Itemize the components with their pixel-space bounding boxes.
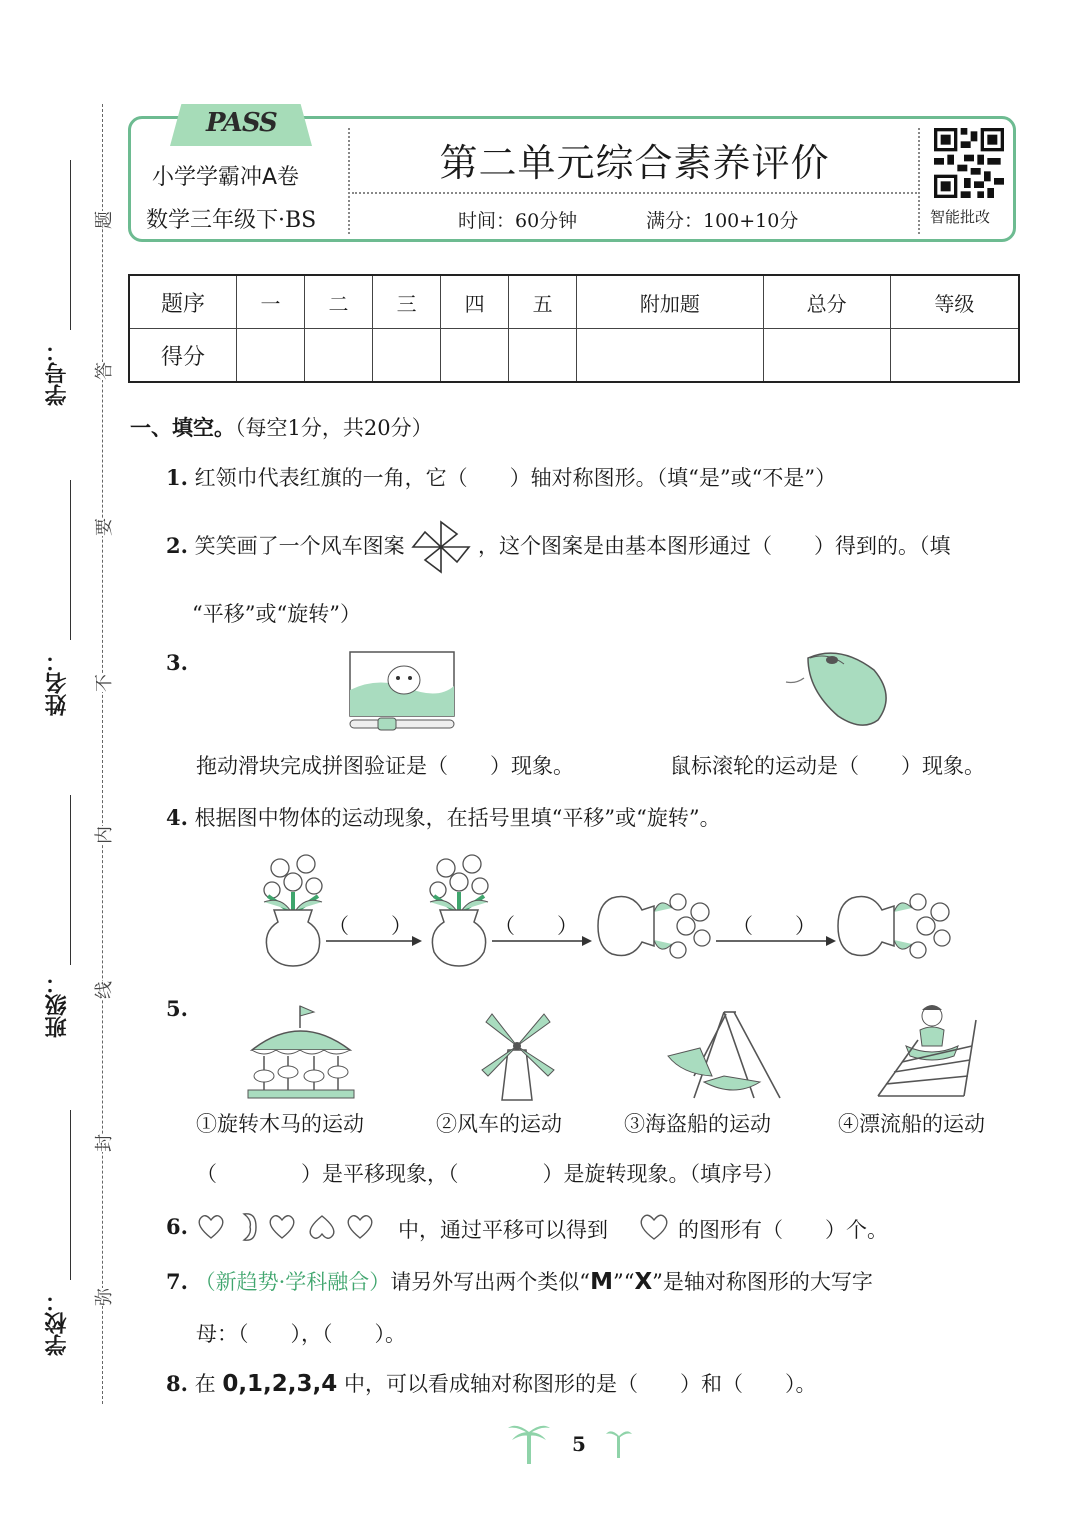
question-number: 3. [166, 650, 188, 675]
table-header-cell: 三 [373, 275, 441, 329]
question-text: “平移”或“旋转”） [192, 602, 361, 626]
q4-blank-2[interactable]: （ ） [494, 914, 578, 938]
flower-vase-rotated-icon [836, 890, 952, 962]
question-2-cont [192, 598, 361, 628]
q5-item: ④漂流船的运动 [838, 1112, 985, 1136]
question-3-number [166, 650, 188, 675]
question-text: 根据图中物体的运动现象，在括号里填“平移”或“旋转”。 [194, 806, 721, 830]
header-divider [348, 128, 350, 234]
score-cell[interactable] [237, 329, 305, 383]
table-header-cell: 一 [237, 275, 305, 329]
arrow-right-icon [492, 934, 592, 948]
question-8 [166, 1368, 816, 1398]
question-3-right [670, 750, 985, 780]
school-label: 学校： [45, 1290, 70, 1356]
table-row [129, 329, 1019, 383]
question-number: 7. [166, 1269, 188, 1294]
question-text: ”是轴对称图形的大写字 [652, 1270, 873, 1294]
score-cell[interactable] [763, 329, 890, 383]
flower-vase-icon [424, 852, 494, 968]
question-5-answer [196, 1158, 784, 1188]
arrow-right-icon [716, 934, 836, 948]
arrow-right-icon [326, 934, 422, 948]
q5-item: ③海盗船的运动 [624, 1112, 771, 1136]
section-title [130, 412, 433, 442]
class-label: 班级： [45, 972, 70, 1038]
heart-icon [636, 1210, 672, 1244]
score-cell[interactable] [577, 329, 763, 383]
q5-item: ①旋转木马的运动 [196, 1112, 364, 1136]
question-text: 中，可以看成轴对称图形的是（ ）和（ ）。 [343, 1372, 817, 1396]
table-row [129, 275, 1019, 329]
slider-puzzle-icon [348, 650, 456, 732]
score-table [128, 274, 1020, 383]
page-title: 第二单元综合素养评价 [439, 141, 830, 185]
question-number: 5. [166, 996, 188, 1021]
question-text: 拖动滑块完成拼图验证是（ ）现象。 [196, 754, 574, 778]
pass-logo: PASS [206, 108, 277, 138]
question-6 [166, 1214, 188, 1239]
seal-char: 弥 [88, 1288, 118, 1306]
question-7-cont [196, 1318, 406, 1348]
qr-code-icon[interactable] [934, 128, 1004, 198]
question-text: 母：（ ），（ ）。 [196, 1322, 406, 1346]
digit-list: 0,1,2,3,4 [222, 1371, 338, 1397]
flower-vase-icon [258, 852, 328, 968]
series-name: 小学学霸冲A卷 [152, 165, 300, 190]
table-header-cell: 等级 [890, 275, 1019, 329]
student-id-label: 学号： [45, 340, 70, 406]
question-number: 2. [166, 533, 188, 558]
table-header-cell: 总分 [763, 275, 890, 329]
mouse-icon [778, 644, 896, 730]
question-text: 在 [194, 1372, 216, 1396]
question-text: 中，通过平移可以得到 [398, 1218, 608, 1242]
seal-char: 不 [88, 674, 118, 692]
seal-char: 封 [88, 1134, 118, 1152]
question-2 [166, 530, 951, 560]
table-header-cell: 五 [509, 275, 577, 329]
grade-name: 数学三年级下·BS [146, 208, 317, 233]
seal-char: 题 [88, 211, 118, 229]
question-text: （ ）是平移现象，（ ）是旋转现象。（填序号） [196, 1162, 784, 1186]
question-text: 红领巾代表红旗的一角，它（ ）轴对称图形。（填“是”或“不是”） [194, 466, 837, 490]
question-text: 的图形有（ ）个。 [678, 1218, 888, 1242]
rafting-boat-icon [876, 1000, 980, 1100]
question-text: 鼠标滚轮的运动是（ ）现象。 [670, 754, 985, 778]
class-line[interactable] [70, 795, 71, 965]
qr-label: 智能批改 [930, 208, 991, 226]
question-6-text-a [398, 1214, 608, 1244]
score-cell[interactable] [373, 329, 441, 383]
table-header-cell: 附加题 [577, 275, 763, 329]
pinwheel-icon [411, 520, 471, 574]
q4-blank-3[interactable]: （ ） [732, 914, 816, 938]
question-4 [166, 802, 721, 832]
table-header-cell: 四 [441, 275, 509, 329]
time-info: 时间：60分钟 [458, 210, 578, 232]
palm-tree-icon [604, 1426, 634, 1460]
score-cell[interactable] [441, 329, 509, 383]
question-6-text-b [678, 1214, 888, 1244]
seal-char: 答 [88, 362, 118, 380]
question-number: 8. [166, 1371, 188, 1396]
seal-char: 要 [88, 518, 118, 536]
q4-blank-1[interactable]: （ ） [328, 914, 412, 938]
question-number: 1. [166, 465, 188, 490]
table-header-cell: 二 [305, 275, 373, 329]
question-5-number [166, 996, 188, 1021]
windmill-icon [478, 1010, 556, 1102]
page-number: 5 [572, 1432, 586, 1456]
question-3-left [196, 750, 574, 780]
q5-item: ②风车的运动 [436, 1112, 562, 1136]
question-text: 笑笑画了一个风车图案 [194, 534, 405, 558]
question-text: ，这个图案是由基本图形通过（ ）得到的。（填 [478, 534, 951, 558]
name-line[interactable] [70, 480, 71, 640]
question-text: 请另外写出两个类似“ [390, 1270, 591, 1294]
full-score-info: 满分：100+10分 [646, 210, 799, 232]
score-cell[interactable] [509, 329, 577, 383]
seal-dashed-line [102, 104, 103, 1404]
table-header-cell: 题序 [129, 275, 237, 329]
seal-char: 内 [88, 826, 118, 844]
student-id-line[interactable] [70, 160, 71, 330]
table-header-cell: 得分 [129, 329, 237, 383]
palm-tree-icon [506, 1418, 552, 1466]
letter-x: X [634, 1269, 653, 1295]
pirate-ship-icon [664, 1006, 784, 1102]
letter-m: M [590, 1269, 613, 1295]
score-cell[interactable] [305, 329, 373, 383]
header-divider [918, 128, 920, 234]
section-note: （每空1分，共20分） [235, 416, 433, 440]
section-heading: 一、填空。 [130, 416, 235, 440]
school-line[interactable] [70, 1110, 71, 1280]
question-7 [166, 1266, 873, 1296]
heart-shapes-icon [194, 1210, 384, 1244]
name-label: 姓名： [45, 650, 70, 716]
question-1 [166, 462, 836, 492]
carousel-icon [244, 1002, 358, 1102]
trend-tag: （新趋势·学科融合） [194, 1270, 391, 1294]
seal-char: 线 [88, 981, 118, 999]
score-cell[interactable] [890, 329, 1019, 383]
header-divider [352, 192, 917, 194]
question-number: 4. [166, 805, 188, 830]
question-number: 6. [166, 1214, 188, 1239]
question-text: ”“ [612, 1270, 635, 1294]
flower-vase-rotated-icon [596, 890, 712, 962]
